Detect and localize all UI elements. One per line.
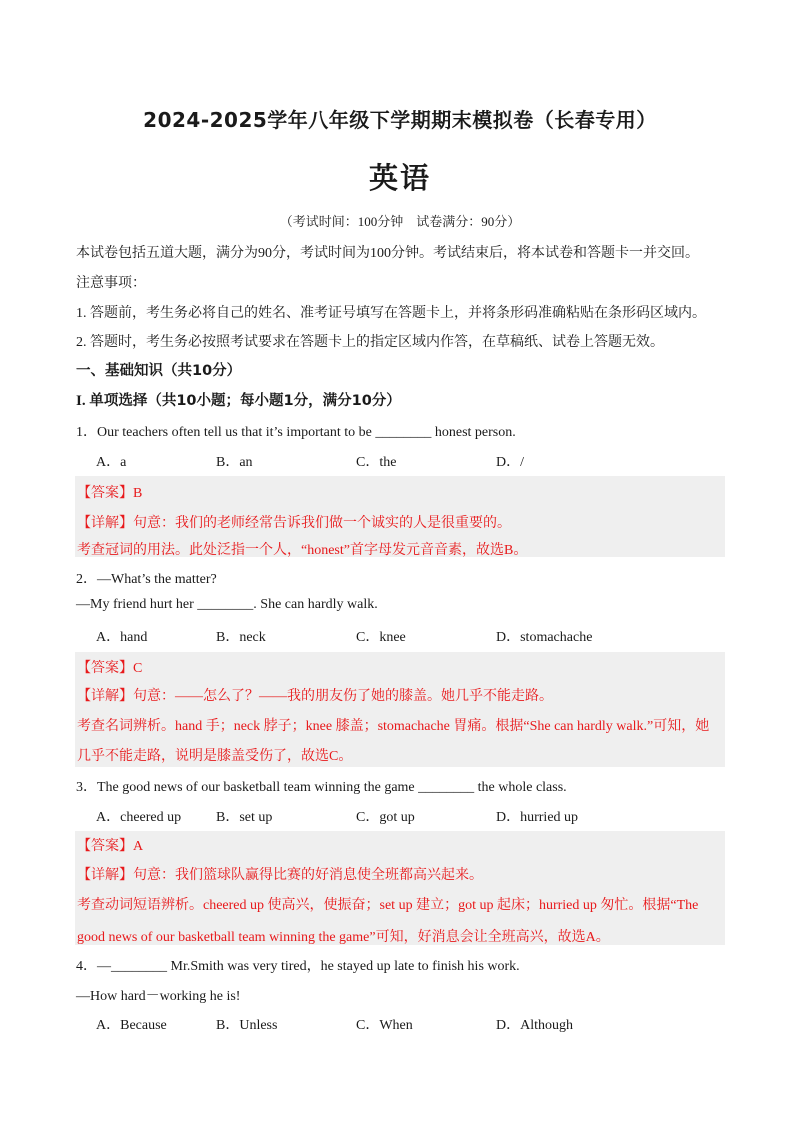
note-item: 1. 答题前，考生务必将自己的姓名、准考证号填写在答题卡上，并将条形码准确粘贴在条形码区域内。 (76, 306, 706, 321)
answer-box (75, 831, 725, 945)
answer-explanation: 考查冠词的用法。此处泛指一个人，“honest”首字母发元音音素，故选B。 (77, 543, 528, 558)
answer-explanation: 【详解】句意：我们的老师经常告诉我们做一个诚实的人是很重要的。 (77, 516, 511, 531)
option-b: B．Unless (216, 1018, 278, 1033)
answer-explanation: 考查名词辨析。hand 手；neck 脖子；knee 膝盖；stomachache 胃痛。根据“She can hardly walk.”可知，她 (77, 719, 710, 734)
option-d: D．/ (496, 455, 524, 470)
question-stem: —My friend hurt her ________. She can hardly walk. (76, 597, 378, 612)
question-stem: 4．—________ Mr.Smith was very tired，he stayed up late to finish his work. (76, 959, 520, 974)
option-a: A．cheered up (96, 810, 182, 825)
answer-key: 【答案】C (77, 661, 143, 676)
option-a: A．Because (96, 1018, 167, 1033)
answer-key: 【答案】A (77, 839, 144, 854)
answer-explanation: good news of our basketball team winning the game”可知，好消息会让全班高兴，故选A。 (77, 930, 610, 945)
answer-explanation: 【详解】句意：我们篮球队赢得比赛的好消息使全班都高兴起来。 (77, 868, 483, 883)
intro-text: 本试卷包括五道大题，满分为90分，考试时间为100分钟。考试结束后，将本试卷和答题卡一并交回。 (76, 246, 699, 261)
option-b: B．neck (216, 630, 266, 645)
question-stem: 2．—What’s the matter? (76, 572, 217, 587)
notes-heading: 注意事项： (76, 276, 146, 291)
option-d: D．stomachache (496, 630, 593, 645)
option-d: D．Although (496, 1018, 573, 1033)
option-c: C．When (356, 1018, 413, 1033)
section-title: 一、基础知识（共10分） (76, 363, 242, 379)
answer-box (75, 476, 725, 557)
option-a: A．hand (96, 630, 148, 645)
part-number: I. (76, 393, 86, 409)
answer-key: 【答案】B (77, 486, 143, 501)
question-stem: 1．Our teachers often tell us that it’s important to be ________ honest person. (76, 425, 516, 440)
option-c: C．got up (356, 810, 415, 825)
option-b: B．set up (216, 810, 273, 825)
part-description: 单项选择（共10小题；每小题1分，满分10分） (89, 393, 401, 409)
answer-box (75, 652, 725, 767)
question-stem: —How hard－working he is! (76, 989, 241, 1004)
answer-explanation: 考查动词短语辨析。cheered up 使高兴，使振奋；set up 建立；got up 起床；hurried up 匆忙。根据“The (77, 898, 699, 913)
option-b: B．an (216, 455, 253, 470)
option-c: C．knee (356, 630, 406, 645)
option-d: D．hurried up (496, 810, 579, 825)
part-title (76, 389, 740, 410)
option-c: C．the (356, 455, 397, 470)
answer-explanation: 几乎不能走路，说明是膝盖受伤了，故选C。 (77, 749, 353, 764)
question-stem: 3．The good news of our basketball team winning the game ________ the whole class. (76, 780, 567, 795)
subject-title: 英语 (368, 161, 431, 195)
note-item: 2. 答题时，考生务必按照考试要求在答题卡上的指定区域内作答，在草稿纸、试卷上答题无效。 (76, 335, 664, 350)
answer-explanation: 【详解】句意：——怎么了？——我的朋友伤了她的膝盖。她几乎不能走路。 (77, 689, 553, 704)
exam-info: （考试时间：100分钟 试卷满分：90分） (279, 214, 521, 229)
option-a: A．a (96, 455, 127, 470)
exam-title: 2024-2025学年八年级下学期期末模拟卷（长春专用） (143, 108, 657, 132)
